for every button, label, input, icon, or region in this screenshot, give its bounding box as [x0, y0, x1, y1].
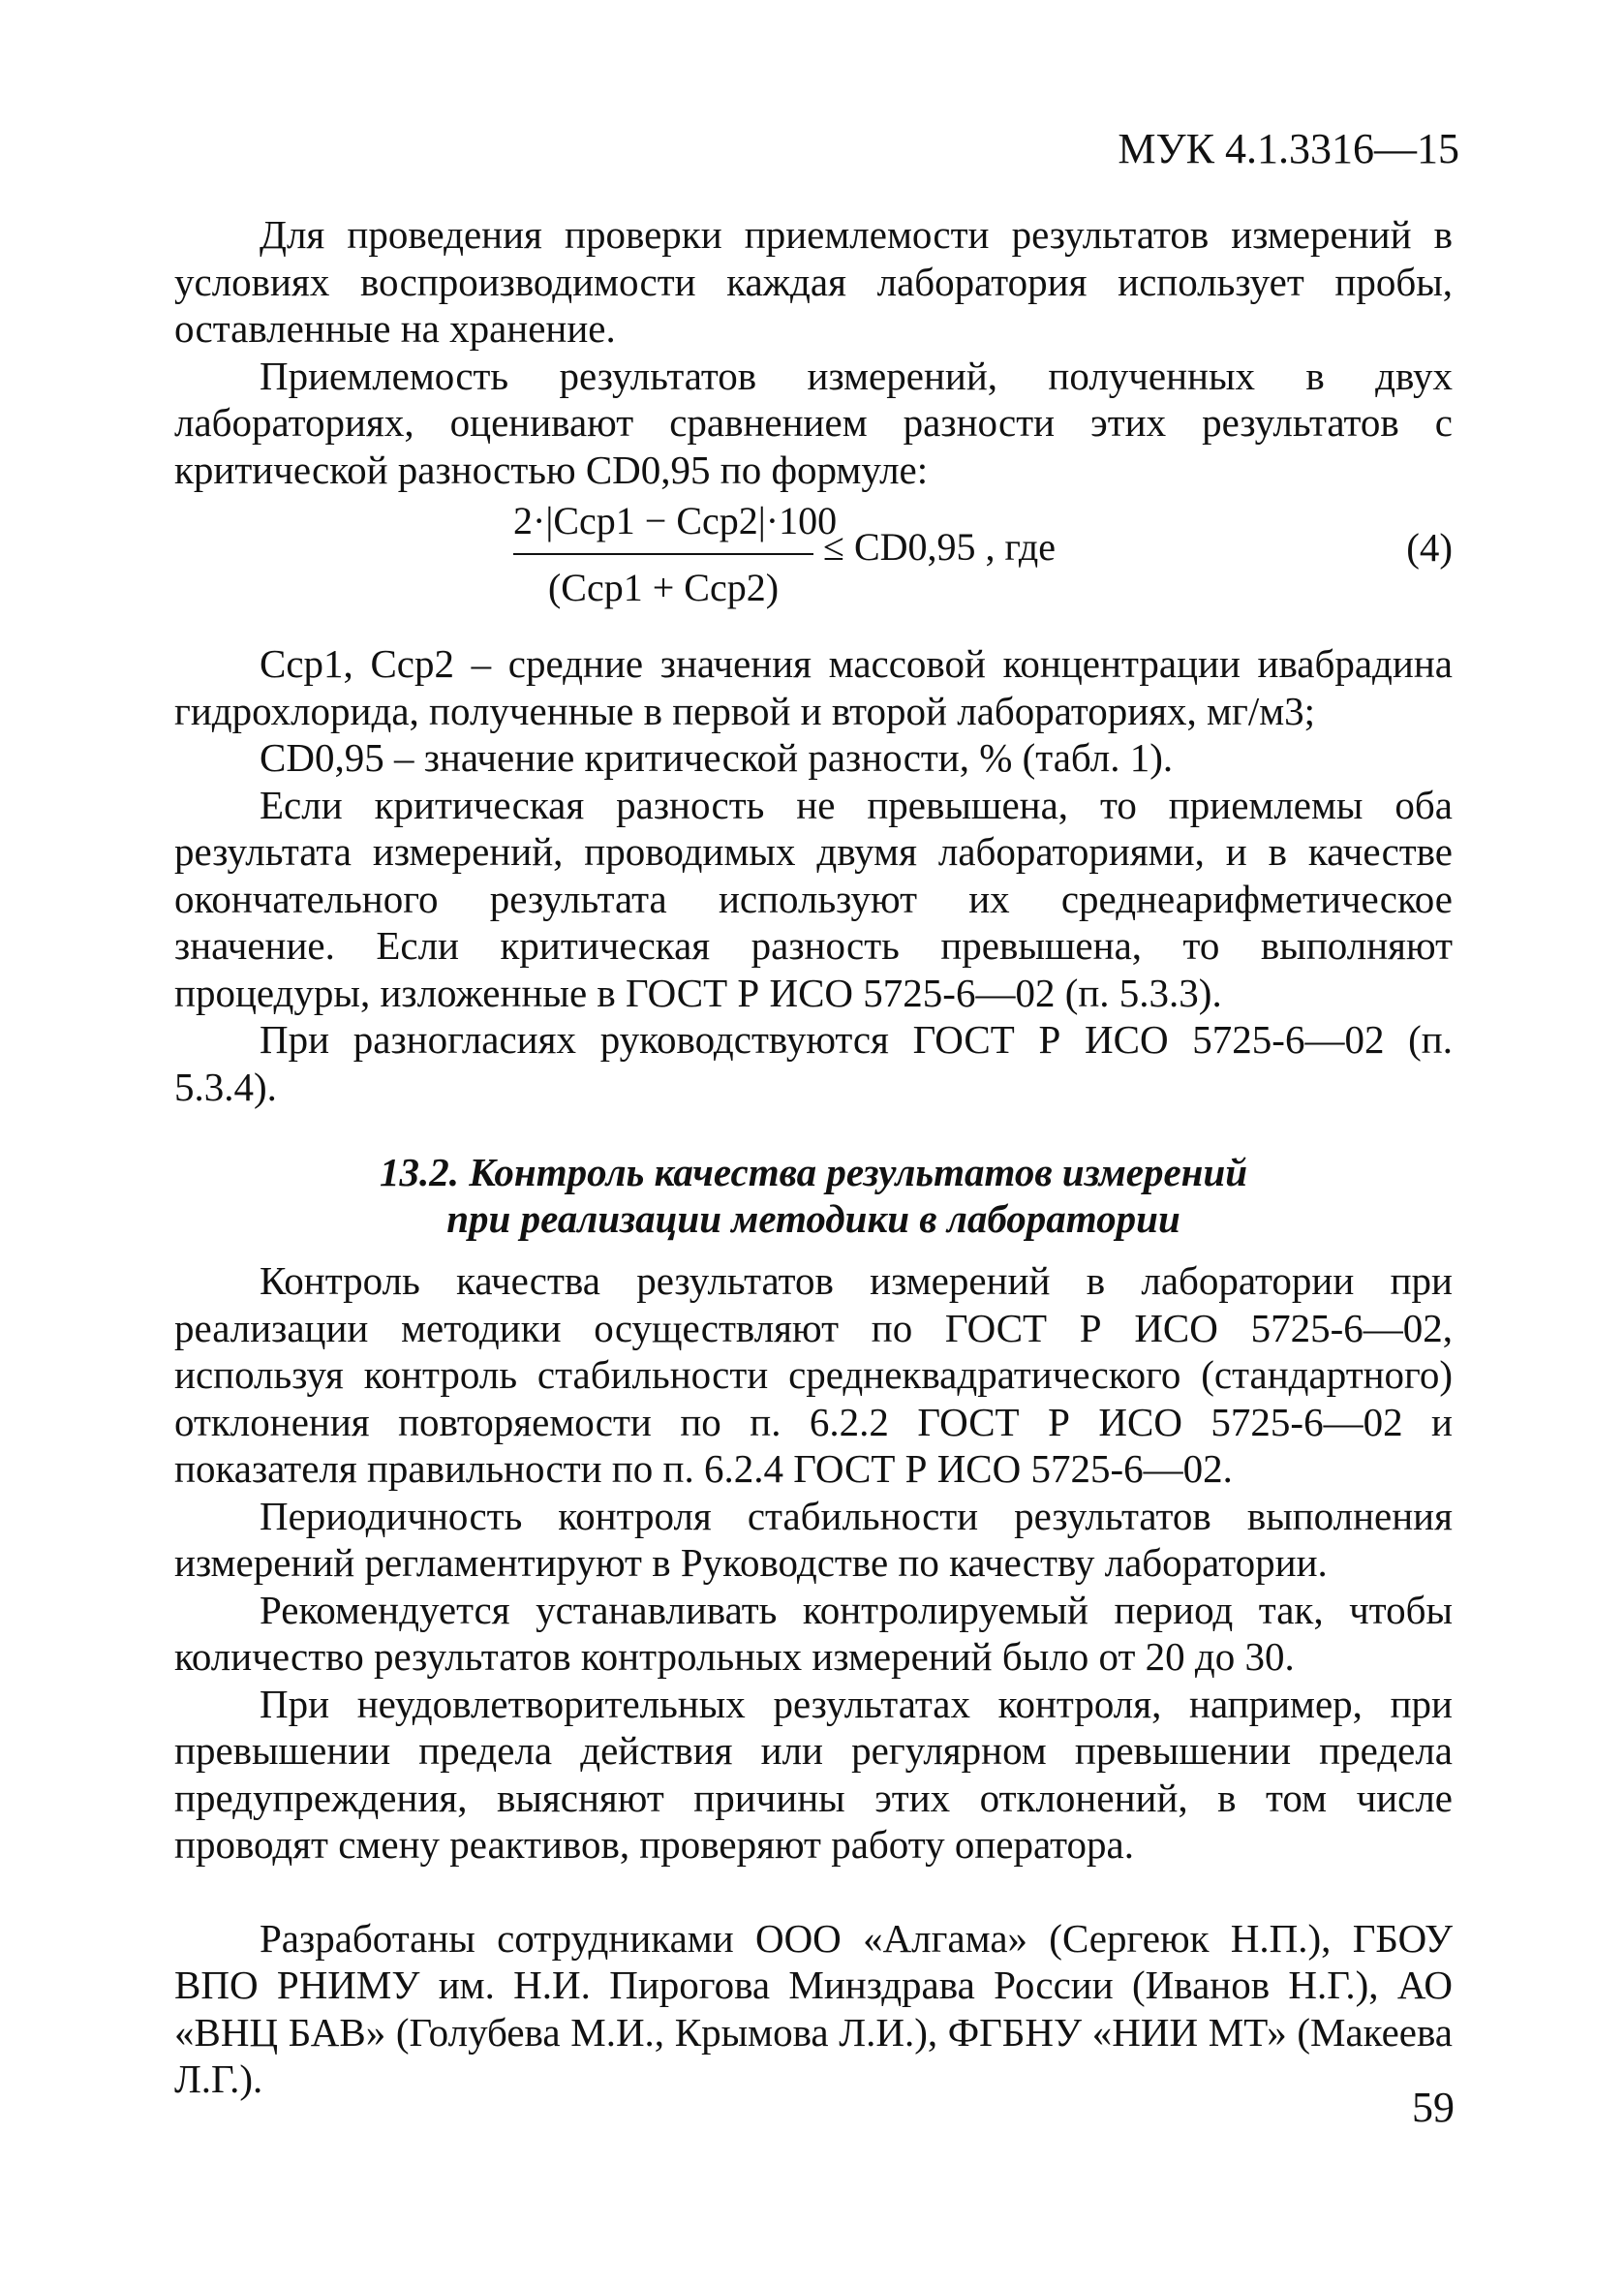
paragraph-reproducibility-check: Для проведения проверки приемлемости результатов измерений в условиях воспроизводимости каждая лаборатория использует пробы, оставленные на хранение. [174, 212, 1453, 351]
paragraph-control-period: Рекомендуется устанавливать контролируемый период так, чтобы количество результатов контрольных измерений было от 20 до 30. [174, 1587, 1453, 1679]
paragraph-critical-difference: Если критическая разность не превышена, то приемлемы оба результата измерений, проводимых двумя лабораториями, и в качестве окончательного результата используют их среднеарифметическое значение. Если критическая разность превышена, то выполняют процедуры, изложенные в ГОСТ Р ИСО 5725-6—02 (п. 5.3.3). [174, 782, 1453, 1015]
formula-fraction [513, 493, 838, 617]
equation-number: (4) [1406, 525, 1453, 570]
document-code: МУК 4.1.3316—15 [1118, 125, 1459, 172]
paragraph-acceptability: Приемлемость результатов измерений, полученных в двух лабораториях, оценивают сравнением разности этих результатов с критической разностью CD0,95 по формуле: [174, 353, 1453, 492]
definition-c-means: Cср1, Cср2 – средние значения массовой концентрации ивабрадина гидрохлорида, полученные в первой и второй лабораториях, мг/м3; [174, 641, 1453, 733]
formula-4 [174, 493, 1453, 640]
paragraph-quality-control: Контроль качества результатов измерений в лаборатории при реализации методики осуществляют по ГОСТ Р ИСО 5725-6—02, используя контроль стабильности среднеквадратического (стандартного) отклонения повторяемости по п. 6.2.2 ГОСТ Р ИСО 5725-6—02 и показателя правильности по п. 6.2.4 ГОСТ Р ИСО 5725-6—02. [174, 1258, 1453, 1491]
page-number: 59 [1412, 2084, 1455, 2131]
spacer [174, 1869, 1453, 1915]
paragraph-disagreements: При разногласиях руководствуются ГОСТ Р ИСО 5725-6—02 (п. 5.3.4). [174, 1017, 1453, 1109]
section-title-line2: при реализации методики в лаборатории [446, 1196, 1180, 1241]
formula-numerator: 2·|Cср1 − Cср2|·100 [513, 499, 838, 542]
section-title [174, 1149, 1453, 1242]
definition-cd: CD0,95 – значение критической разности, % (табл. 1). [260, 735, 1174, 780]
body-text [174, 211, 1453, 2103]
paragraph-periodicity: Периодичность контроля стабильности результатов выполнения измерений регламентируют в Руководстве по качеству лаборатории. [174, 1493, 1453, 1585]
formula-relation: ≤ CD0,95 , где [823, 525, 1057, 569]
formula-denominator: (Cср1 + Cср2) [547, 566, 780, 609]
paragraph-unsatisfactory-results: При неудовлетворительных результатах контроля, например, при превышении предела действия или регулярном превышении предела предупреждения, выясняют причины этих отклонений, в том числе проводят смену реактивов, проверяют работу оператора. [174, 1681, 1453, 1867]
section-title-line1: 13.2. Контроль качества результатов измерений [379, 1150, 1248, 1194]
fraction-bar [513, 553, 813, 555]
paragraph-credits: Разработаны сотрудниками ООО «Алгама» (Сергеюк Н.П.), ГБОУ ВПО РНИМУ им. Н.И. Пирогова Минздрава России (Иванов Н.Г.), АО «ВНЦ БАВ» (Голубева М.И., Крымова Л.И.), ФГБНУ «НИИ МТ» (Макеева Л.Г.). [174, 1915, 1453, 2101]
